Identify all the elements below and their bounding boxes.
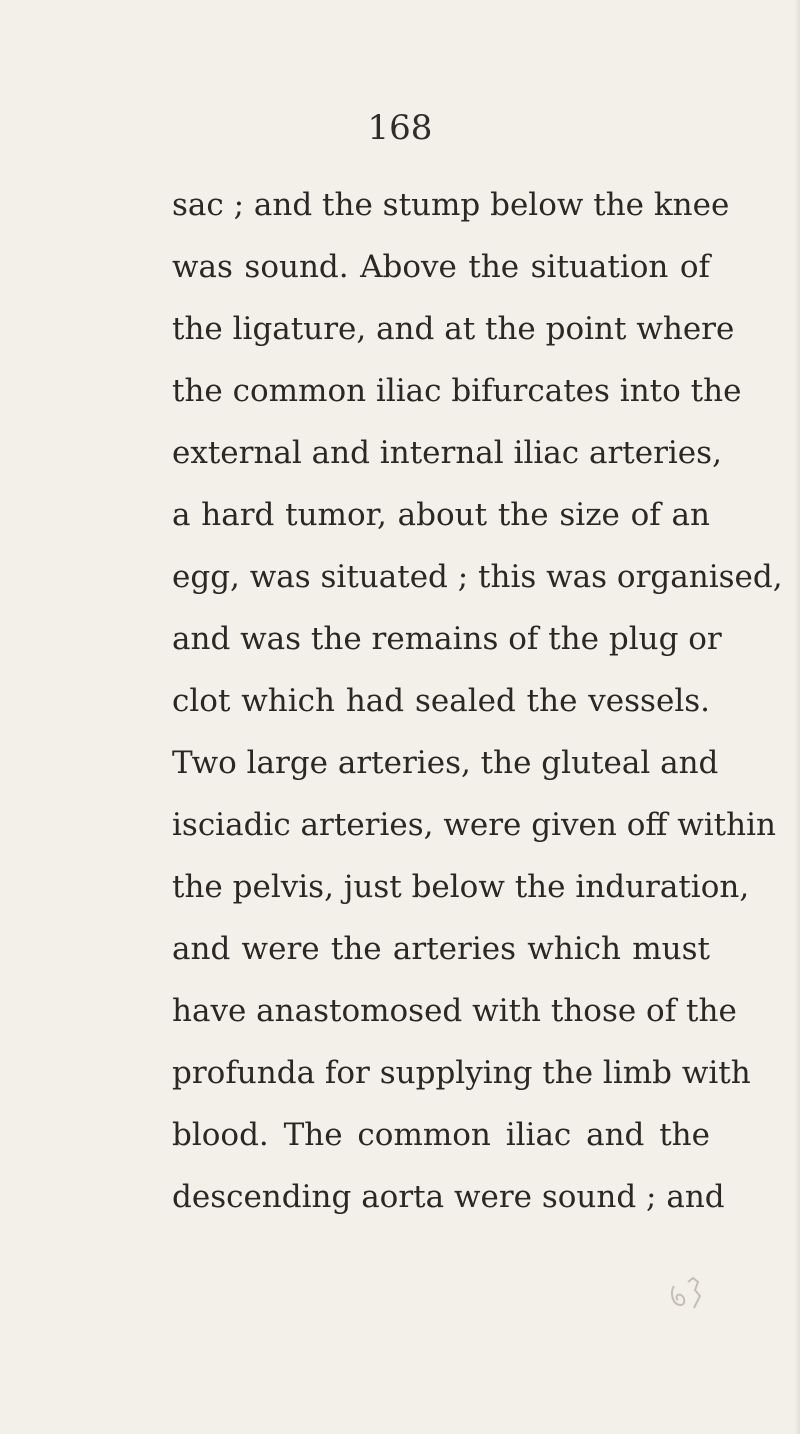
text-line: blood. The common iliac and the: [172, 1117, 710, 1153]
text-line: egg, was situated ; this was organised,: [172, 559, 783, 595]
text-line: the ligature, and at the point where: [172, 311, 735, 347]
text-line: Two large arteries, the gluteal and: [172, 745, 719, 781]
text-line: external and internal iliac arteries,: [172, 435, 722, 471]
text-line: the common iliac bifurcates into the: [172, 373, 742, 409]
body-text: [172, 174, 783, 1228]
text-line: and were the arteries which must: [172, 931, 710, 967]
text-line: clot which had sealed the vessels.: [172, 683, 710, 719]
text-line: profunda for supplying the limb with: [172, 1055, 751, 1091]
page-number: 168: [367, 108, 433, 148]
page-edge-shadow: [794, 0, 800, 1434]
text-line: isciadic arteries, were given off within: [172, 807, 776, 843]
text-line: descending aorta were sound ; and: [172, 1179, 725, 1215]
text-line: and was the remains of the plug or: [172, 621, 722, 657]
text-line: a hard tumor, about the size of an: [172, 497, 710, 533]
text-line: have anastomosed with those of the: [172, 993, 737, 1029]
text-line: the pelvis, just below the induration,: [172, 869, 750, 905]
text-line: sac ; and the stump below the knee: [172, 187, 730, 223]
text-line: was sound. Above the situation of: [172, 249, 710, 285]
faint-stamp-mark: [668, 1272, 704, 1314]
